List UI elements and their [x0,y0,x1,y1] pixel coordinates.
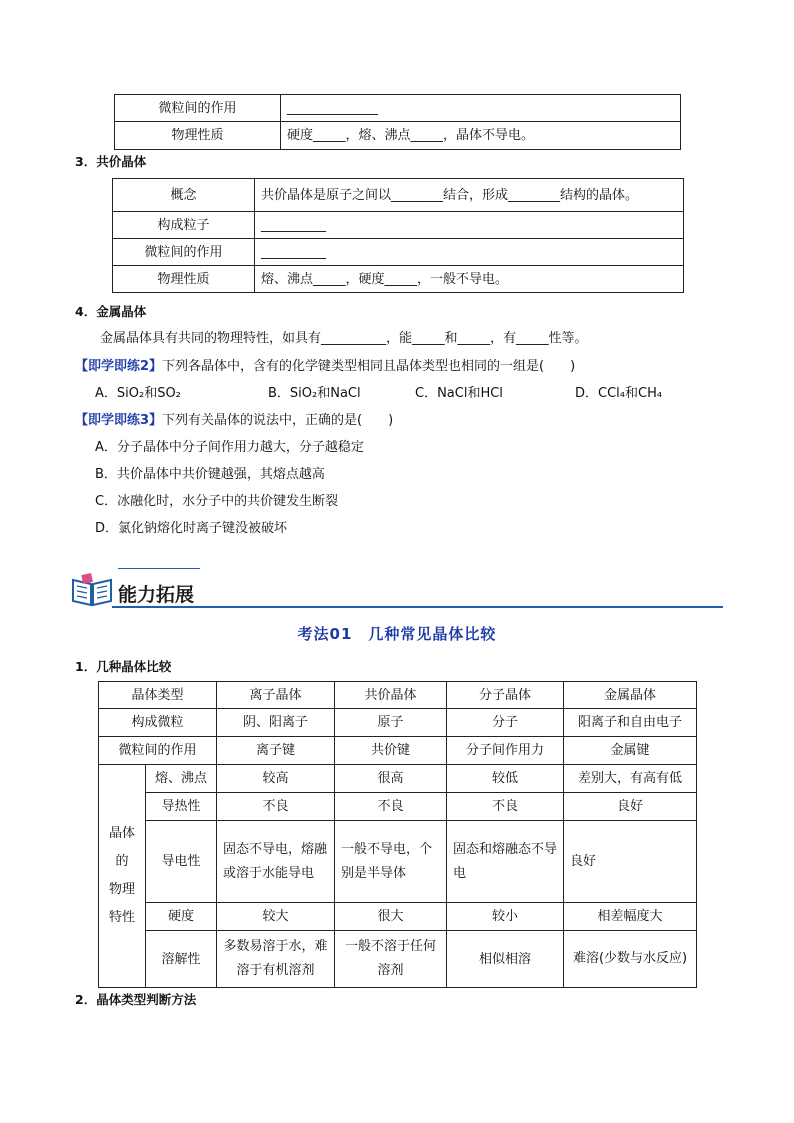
prop-label: 导热性 [146,793,217,821]
table-cell: 离子键 [217,737,335,765]
cell-label: 物理性质 [115,122,281,150]
table-cell: 较大 [217,903,335,931]
prop-label: 熔、沸点 [146,765,217,793]
table-cell: 较高 [217,765,335,793]
table-cell: 相似相溶 [447,931,564,988]
table-cell: 相差幅度大 [564,903,697,931]
table-cell: 一般不溶于任何溶剂 [335,931,447,988]
q3-option-c: C．冰融化时，水分子中的共价键发生断裂 [95,494,339,509]
table-cell: 不良 [217,793,335,821]
table-cell: 阳离子和自由电子 [564,709,697,737]
table-cell: 阴、阳离子 [217,709,335,737]
q2-option-c: C．NaCl和HCl [415,386,503,401]
question-stem: 下列有关晶体的说法中，正确的是( ) [162,413,394,428]
header-cell: 晶体类型 [99,682,217,709]
cell-value: 熔、沸点_____，硬度_____，一般不导电。 [255,266,684,293]
section-heading-judge: 2．晶体类型判断方法 [75,992,197,1007]
table-cell: 不良 [447,793,564,821]
cell-label: 概念 [113,179,255,212]
cell-value: 共价晶体是原子之间以________结合，形成________结构的晶体。 [255,179,684,212]
cell-value: ______________ [281,95,681,122]
q3-option-b: B．共价晶体中共价键越强，其熔点越高 [95,467,325,482]
section-heading-3: 3．共价晶体 [75,154,147,169]
q2-option-a: A．SiO₂和SO₂ [95,386,181,401]
row-label: 微粒间的作用 [99,737,217,765]
table-cell: 多数易溶于水，难溶于有机溶剂 [217,931,335,988]
question-2 [75,355,575,374]
q2-option-d: D．CCl₄和CH₄ [575,386,663,401]
group-label: 晶体 的 物理 特性 [99,765,146,988]
table-cell: 难溶(少数与水反应) [564,931,697,988]
prop-label: 导电性 [146,821,217,903]
top-table [114,94,681,150]
table-cell: 差别大，有高有低 [564,765,697,793]
table-cell: 很高 [335,765,447,793]
table-cell: 固态不导电，熔融或溶于水能导电 [217,821,335,903]
section-heading-4: 4．金属晶体 [75,304,147,319]
table-cell: 较低 [447,765,564,793]
table-cell: 一般不导电，个别是半导体 [335,821,447,903]
kaofa-title: 考法01 几种常见晶体比较 [297,625,497,643]
covalent-table [112,178,684,293]
cell-label: 物理性质 [113,266,255,293]
question-3 [75,409,393,428]
cell-label: 微粒间的作用 [115,95,281,122]
cell-value: 硬度_____，熔、沸点_____，晶体不导电。 [281,122,681,150]
cell-value: __________ [255,212,684,239]
q2-option-b: B．SiO₂和NaCl [268,386,361,401]
cell-value: __________ [255,239,684,266]
table-cell: 原子 [335,709,447,737]
q3-option-d: D．氯化钠熔化时离子键没被破坏 [95,521,288,536]
table-cell: 固态和熔融态不导电 [447,821,564,903]
table-cell: 良好 [564,821,697,903]
question-tag: 【即学即练3】 [75,413,163,428]
question-tag: 【即学即练2】 [75,359,163,374]
table-cell: 分子间作用力 [447,737,564,765]
table-cell: 分子 [447,709,564,737]
crystal-comparison-table [98,681,697,988]
prop-label: 溶解性 [146,931,217,988]
header-cell: 金属晶体 [564,682,697,709]
cell-label: 微粒间的作用 [113,239,255,266]
q3-option-a: A．分子晶体中分子间作用力越大，分子越稳定 [95,440,364,455]
table-cell: 较小 [447,903,564,931]
section-heading-compare: 1．几种晶体比较 [75,659,172,674]
cell-label: 构成粒子 [113,212,255,239]
metal-crystal-text: 金属晶体具有共同的物理特性，如具有__________，能_____和_____，有_____性等。 [100,331,588,346]
prop-label: 硬度 [146,903,217,931]
header-cell: 共价晶体 [335,682,447,709]
table-cell: 很大 [335,903,447,931]
header-cell: 分子晶体 [447,682,564,709]
table-cell: 良好 [564,793,697,821]
banner-top-rule [118,568,200,569]
banner-title: 能力拓展 [118,584,195,606]
open-book-icon [70,572,114,608]
table-cell: 不良 [335,793,447,821]
table-cell: 金属键 [564,737,697,765]
header-cell: 离子晶体 [217,682,335,709]
banner-rule [112,606,723,608]
table-cell: 共价键 [335,737,447,765]
question-stem: 下列各晶体中，含有的化学键类型相同且晶体类型也相同的一组是( ) [162,359,576,374]
row-label: 构成微粒 [99,709,217,737]
